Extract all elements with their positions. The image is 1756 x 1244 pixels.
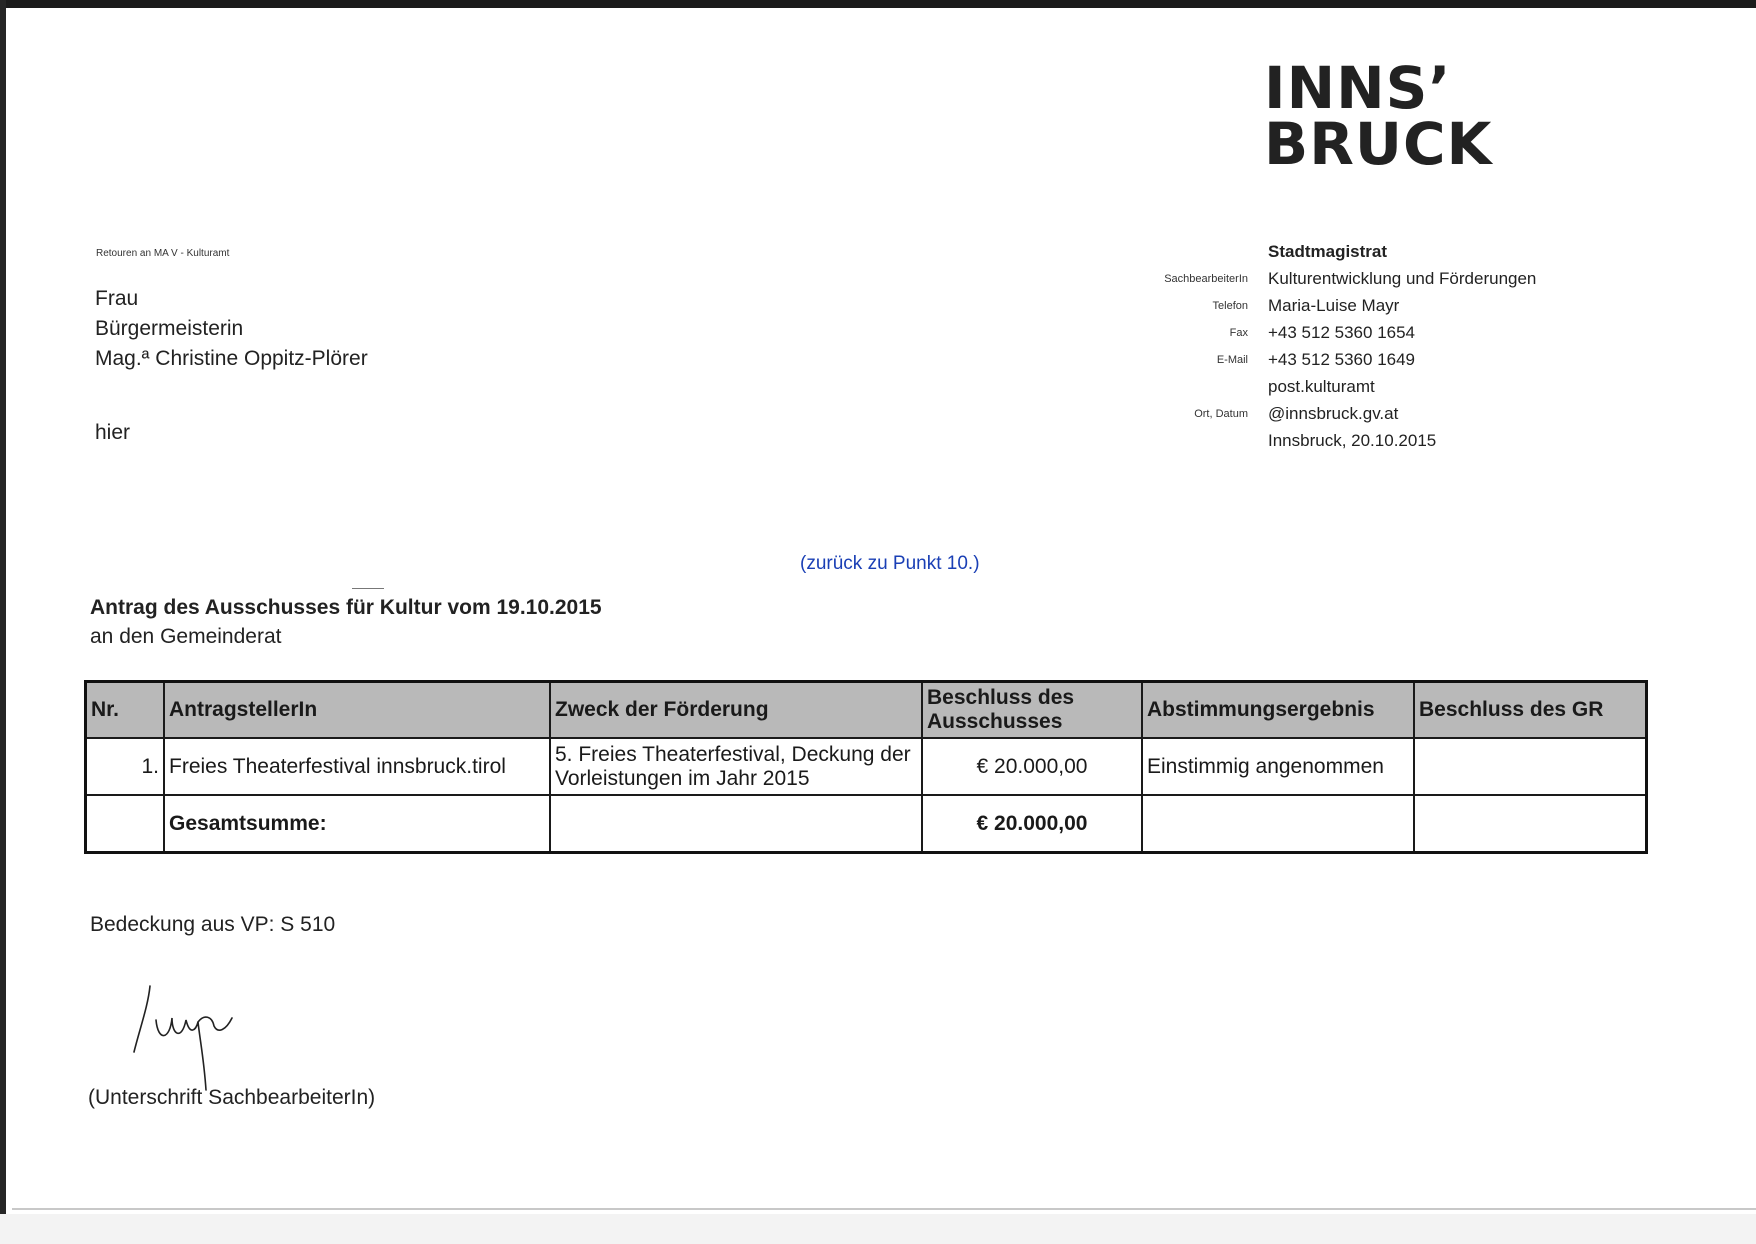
total-amount: € 20.000,00 bbox=[922, 795, 1142, 853]
header-vote-result: Abstimmungsergebnis bbox=[1142, 682, 1414, 739]
label-phone: Telefon bbox=[1212, 300, 1248, 312]
header-committee-decision: Beschluss des Ausschusses bbox=[922, 682, 1142, 739]
row-applicant: Freies Theaterfestival innsbruck.tirol bbox=[164, 738, 550, 795]
logo-line-2: BRUCK bbox=[1264, 110, 1493, 178]
row-vote-result: Einstimmig angenommen bbox=[1142, 738, 1414, 795]
sender-org: Stadtmagistrat bbox=[1268, 242, 1388, 261]
scan-border-left bbox=[0, 0, 6, 1244]
total-label: Gesamtsumme: bbox=[164, 795, 550, 853]
row-nr: 1. bbox=[86, 738, 165, 795]
header-nr: Nr. bbox=[86, 682, 165, 739]
motion-subtitle: an den Gemeinderat bbox=[90, 625, 282, 648]
innsbruck-logo bbox=[1264, 54, 1493, 178]
grants-table bbox=[84, 680, 1648, 854]
header-applicant: AntragstellerIn bbox=[164, 682, 550, 739]
row-decision-amount: € 20.000,00 bbox=[922, 738, 1142, 795]
sender-email-line-2: @innsbruck.gv.at bbox=[1268, 404, 1399, 423]
recipient-block bbox=[95, 284, 368, 448]
handwritten-signature bbox=[128, 980, 278, 1092]
scan-border-bottom bbox=[0, 1214, 1756, 1244]
label-clerk: SachbearbeiterIn bbox=[1164, 273, 1248, 285]
recipient-salutation: Frau bbox=[95, 287, 139, 310]
logo-line-1: INNS’ bbox=[1264, 54, 1452, 122]
scan-fold-line bbox=[12, 1208, 1756, 1210]
table-row bbox=[86, 738, 1647, 795]
header-purpose: Zweck der Förderung bbox=[550, 682, 922, 739]
total-purpose bbox=[550, 795, 922, 853]
recipient-title: Bürgermeisterin bbox=[95, 317, 244, 340]
total-row bbox=[86, 795, 1647, 853]
table-header-row bbox=[86, 682, 1647, 739]
back-to-item-link[interactable]: (zurück zu Punkt 10.) bbox=[800, 553, 980, 574]
row-purpose: 5. Freies Theaterfestival, Deckung der Vorleistungen im Jahr 2015 bbox=[550, 738, 922, 795]
sender-place-date: Innsbruck, 20.10.2015 bbox=[1268, 431, 1437, 450]
signature-caption: (Unterschrift SachbearbeiterIn) bbox=[88, 1086, 376, 1109]
budget-coverage: Bedeckung aus VP: S 510 bbox=[90, 913, 336, 936]
label-fax: Fax bbox=[1229, 327, 1248, 339]
scan-border-top bbox=[0, 0, 1756, 8]
sender-fax: +43 512 5360 1649 bbox=[1268, 350, 1416, 369]
motion-title: Antrag des Ausschusses für Kultur vom 19.10.2015 bbox=[90, 596, 602, 619]
label-place-date: Ort, Datum bbox=[1194, 408, 1248, 420]
scan-mark bbox=[352, 588, 384, 589]
total-nr bbox=[86, 795, 165, 853]
header-council-decision: Beschluss des GR bbox=[1414, 682, 1647, 739]
sender-department: Kulturentwicklung und Förderungen bbox=[1268, 269, 1537, 288]
sender-labels bbox=[1164, 266, 1248, 428]
recipient-location: hier bbox=[95, 421, 131, 444]
sender-phone: +43 512 5360 1654 bbox=[1268, 323, 1416, 342]
recipient-name: Mag.ª Christine Oppitz-Plörer bbox=[95, 347, 368, 370]
total-vote bbox=[1142, 795, 1414, 853]
sender-clerk: Maria-Luise Mayr bbox=[1268, 296, 1400, 315]
total-council bbox=[1414, 795, 1647, 853]
sender-block bbox=[1268, 238, 1536, 454]
return-address: Retouren an MA V - Kulturamt bbox=[96, 248, 230, 259]
label-email: E-Mail bbox=[1216, 354, 1248, 366]
sender-email-line-1: post.kulturamt bbox=[1268, 377, 1375, 396]
row-council-decision bbox=[1414, 738, 1647, 795]
